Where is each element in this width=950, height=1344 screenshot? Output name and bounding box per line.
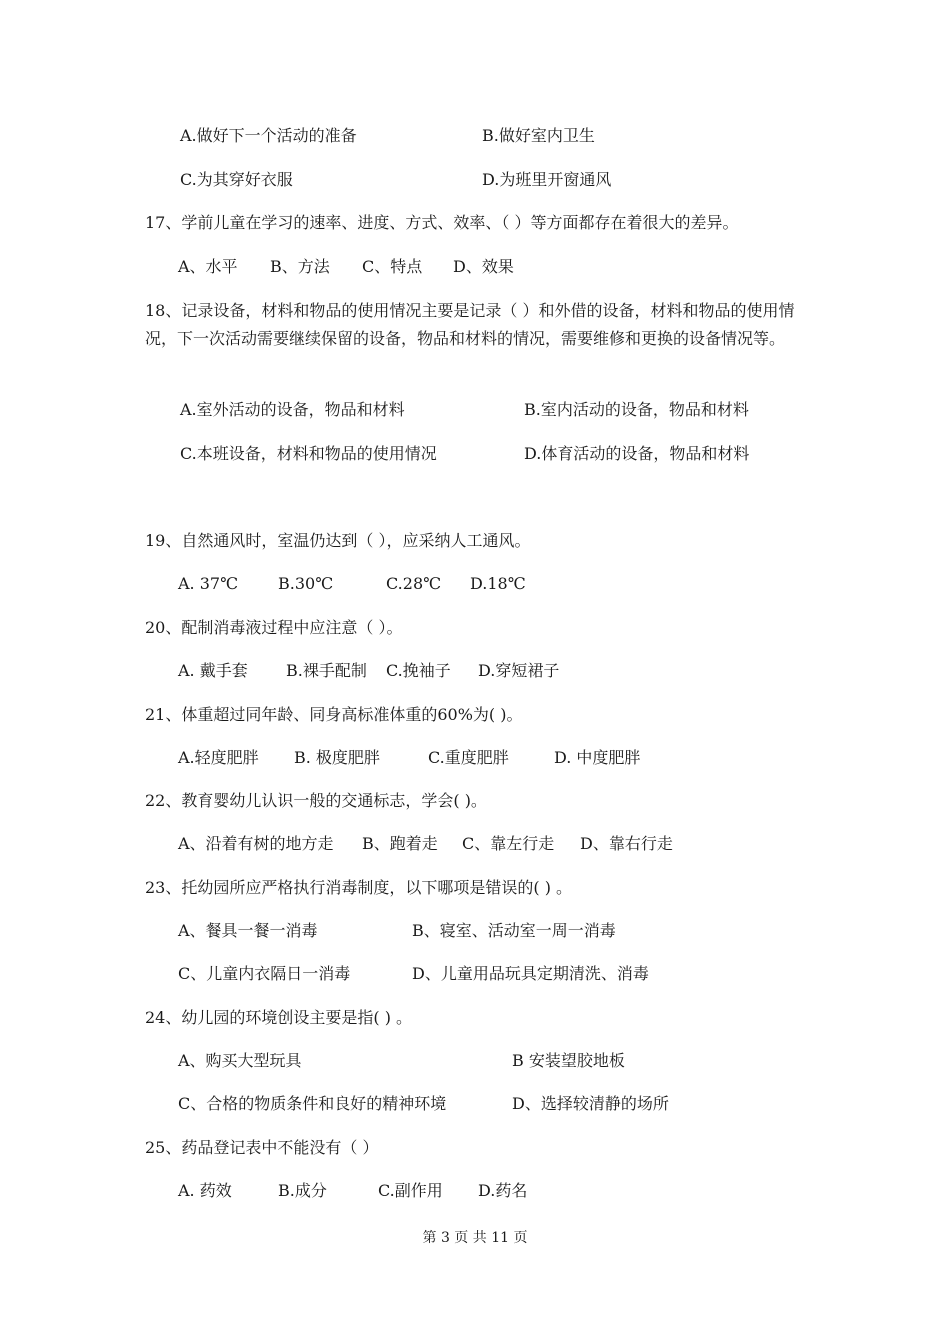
option-19-b: B.30℃ xyxy=(278,574,334,593)
option-16-a: A.做好下一个活动的准备 xyxy=(180,126,357,145)
option-20-d: D.穿短裙子 xyxy=(478,661,560,680)
question-25: 25、药品登记表中不能没有（ ） xyxy=(145,1138,379,1157)
option-23-b: B、寝室、活动室一周一消毒 xyxy=(412,921,616,940)
option-24-a: A、购买大型玩具 xyxy=(178,1051,302,1070)
question-17: 17、学前儿童在学习的速率、进度、方式、效率、（ ）等方面都存在着很大的差异。 xyxy=(145,213,739,232)
option-25-d: D.药名 xyxy=(478,1181,528,1200)
question-20: 20、配制消毒液过程中应注意（ ）。 xyxy=(145,618,403,637)
option-18-c: C.本班设备，材料和物品的使用情况 xyxy=(180,444,437,463)
option-23-c: C、儿童内衣隔日一消毒 xyxy=(178,964,351,983)
option-20-c: C.挽袖子 xyxy=(386,661,451,680)
option-24-d: D、选择较清静的场所 xyxy=(512,1094,669,1113)
question-19: 19、自然通风时，室温仍达到（ ），应采纳人工通风。 xyxy=(145,531,531,550)
option-21-a: A.轻度肥胖 xyxy=(178,748,259,767)
option-17-d: D、效果 xyxy=(453,257,514,276)
option-22-a: A、沿着有树的地方走 xyxy=(178,834,334,853)
question-24: 24、幼儿园的环境创设主要是指( ) 。 xyxy=(145,1008,413,1027)
option-20-b: B.裸手配制 xyxy=(286,661,367,680)
option-25-b: B.成分 xyxy=(278,1181,327,1200)
option-18-d: D.体育活动的设备，物品和材料 xyxy=(524,444,750,463)
option-24-c: C、合格的物质条件和良好的精神环境 xyxy=(178,1094,447,1113)
option-21-d: D. 中度肥胖 xyxy=(554,748,641,767)
option-22-b: B、跑着走 xyxy=(362,834,438,853)
option-23-d: D、儿童用品玩具定期清洗、消毒 xyxy=(412,964,649,983)
option-17-b: B、方法 xyxy=(270,257,330,276)
option-20-a: A. 戴手套 xyxy=(178,661,248,680)
option-19-a: A. 37℃ xyxy=(178,574,238,593)
option-17-a: A、水平 xyxy=(178,257,238,276)
option-16-c: C.为其穿好衣服 xyxy=(180,170,293,189)
option-18-b: B.室内活动的设备，物品和材料 xyxy=(524,400,749,419)
option-22-d: D、靠右行走 xyxy=(580,834,673,853)
option-18-a: A.室外活动的设备，物品和材料 xyxy=(180,400,405,419)
page-number: 第 3 页 共 11 页 xyxy=(422,1230,528,1246)
option-21-b: B. 极度肥胖 xyxy=(294,748,380,767)
option-24-b: B 安装望胶地板 xyxy=(512,1051,625,1070)
option-22-c: C、靠左行走 xyxy=(462,834,555,853)
question-18: 18、记录设备，材料和物品的使用情况主要是记录（ ）和外借的设备，材料和物品的使用情况，下一次活动需要继续保留的设备，物品和材料的情况，需要维修和更换的设备情况等。 xyxy=(145,301,795,348)
option-23-a: A、餐具一餐一消毒 xyxy=(178,921,318,940)
option-17-c: C、特点 xyxy=(362,257,423,276)
option-19-d: D.18℃ xyxy=(470,574,526,593)
option-19-c: C.28℃ xyxy=(386,574,442,593)
option-25-c: C.副作用 xyxy=(378,1181,443,1200)
question-23: 23、托幼园所应严格执行消毒制度，以下哪项是错误的( ) 。 xyxy=(145,878,573,897)
option-16-b: B.做好室内卫生 xyxy=(482,126,595,145)
question-22: 22、教育婴幼儿认识一般的交通标志，学会( )。 xyxy=(145,791,487,810)
option-25-a: A. 药效 xyxy=(178,1181,232,1200)
option-16-d: D.为班里开窗通风 xyxy=(482,170,612,189)
question-21: 21、体重超过同年龄、同身高标准体重的60%为( )。 xyxy=(145,705,523,724)
option-21-c: C.重度肥胖 xyxy=(428,748,509,767)
